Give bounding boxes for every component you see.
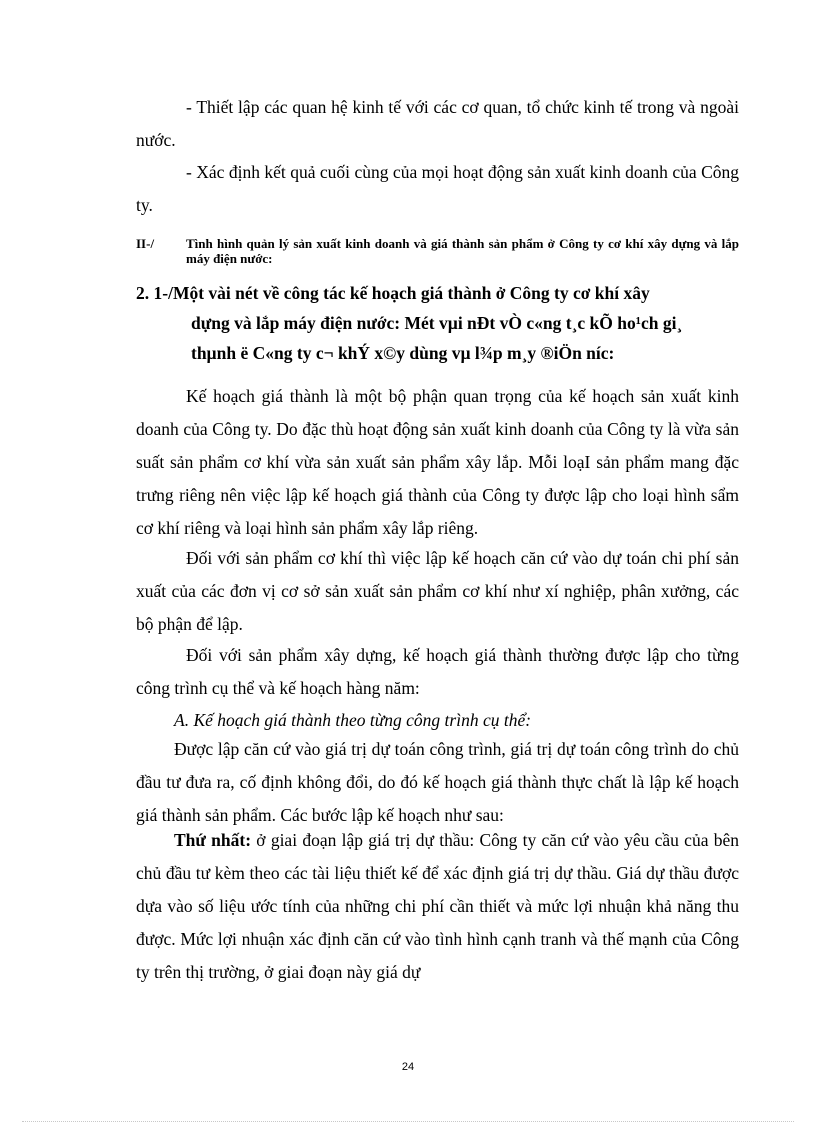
section-heading-2 (136, 236, 739, 266)
paragraph-7 (136, 824, 739, 989)
section-title: Tình hình quản lý sản xuất kinh doanh và giá thành sản phẩm ở Công ty cơ khí xây dựng và lắp máy điện nước: (186, 236, 739, 266)
paragraph-5: Đối với sản phẩm xây dựng, kế hoạch giá thành thường được lập cho từng công trình cụ thể và kế hoạch hàng năm: (136, 645, 739, 698)
paragraph-2: - Xác định kết quả cuối cùng của mọi hoạt động sản xuất kinh doanh của Công ty. (136, 162, 739, 215)
subsection-heading (136, 278, 746, 368)
subsection-heading-line-3: thµnh ë C«ng ty c¬ khÝ x©y dùng vµ l¾p m¸y ®iÖn níc: (191, 343, 615, 363)
paragraph-6: Được lập căn cứ vào giá trị dự toán công trình, giá trị dự toán công trình do chủ đầu tư đưa ra, cố định không đổi, do đó kế hoạch giá thành thực chất là lập kế hoạch giá thành sản phẩm. Các bước lập kế hoạch như sau: (136, 739, 739, 825)
subsection-heading-line-2: dựng và lắp máy điện nước: Mét vµi nÐt vÒ c«ng t¸c kÕ ho¹ch gi¸ (191, 313, 683, 333)
page-bottom-divider (22, 1121, 794, 1122)
paragraph-3: Kế hoạch giá thành là một bộ phận quan trọng của kế hoạch sản xuất kinh doanh của Công ty. Do đặc thù hoạt động sản xuất kinh doanh của Công ty là vừa sản suất sản phẩm cơ khí vừa sản xuất sản phẩm xây lắp. Mỗi loạI sản phẩm mang đặc trưng riêng nên việc lập kế hoạch giá thành của Công ty được lập cho loại hình sẩm cơ khí riêng và loại hình sản phẩm xây lắp riêng. (136, 386, 739, 538)
paragraph-7-lead: Thứ nhất: (174, 830, 252, 850)
italic-heading: A. Kế hoạch giá thành theo từng công trình cụ thể: (174, 710, 532, 730)
page-number: 24 (401, 1061, 415, 1073)
paragraph-4: Đối với sản phẩm cơ khí thì việc lập kế hoạch căn cứ vào dự toán chi phí sản xuất của các đơn vị cơ sở sản xuất sản phẩm cơ khí như xí nghiệp, phân xưởng, các bộ phận để lập. (136, 548, 739, 634)
paragraph-7-text: ở giai đoạn lập giá trị dự thầu: Công ty căn cứ vào yêu cầu của bên chủ đầu tư kèm theo các tài liệu thiết kế để xác định giá trị dự thầu. Giá dự thầu được dựa vào số liệu ước tính của những chi phí cần thiết và mức lợi nhuận khả năng thu được. Mức lợi nhuận xác định căn cứ vào tình hình cạnh tranh và thế mạnh của Công ty trên thị trường, ở giai đoạn này giá dự (136, 830, 739, 982)
paragraph-1: - Thiết lập các quan hệ kinh tế với các cơ quan, tổ chức kinh tế trong và ngoài nước. (136, 97, 739, 150)
section-number: II-/ (136, 236, 155, 251)
subsection-heading-line-1: 2. 1-/Một vài nét về công tác kế hoạch giá thành ở Công ty cơ khí xây (136, 283, 650, 303)
